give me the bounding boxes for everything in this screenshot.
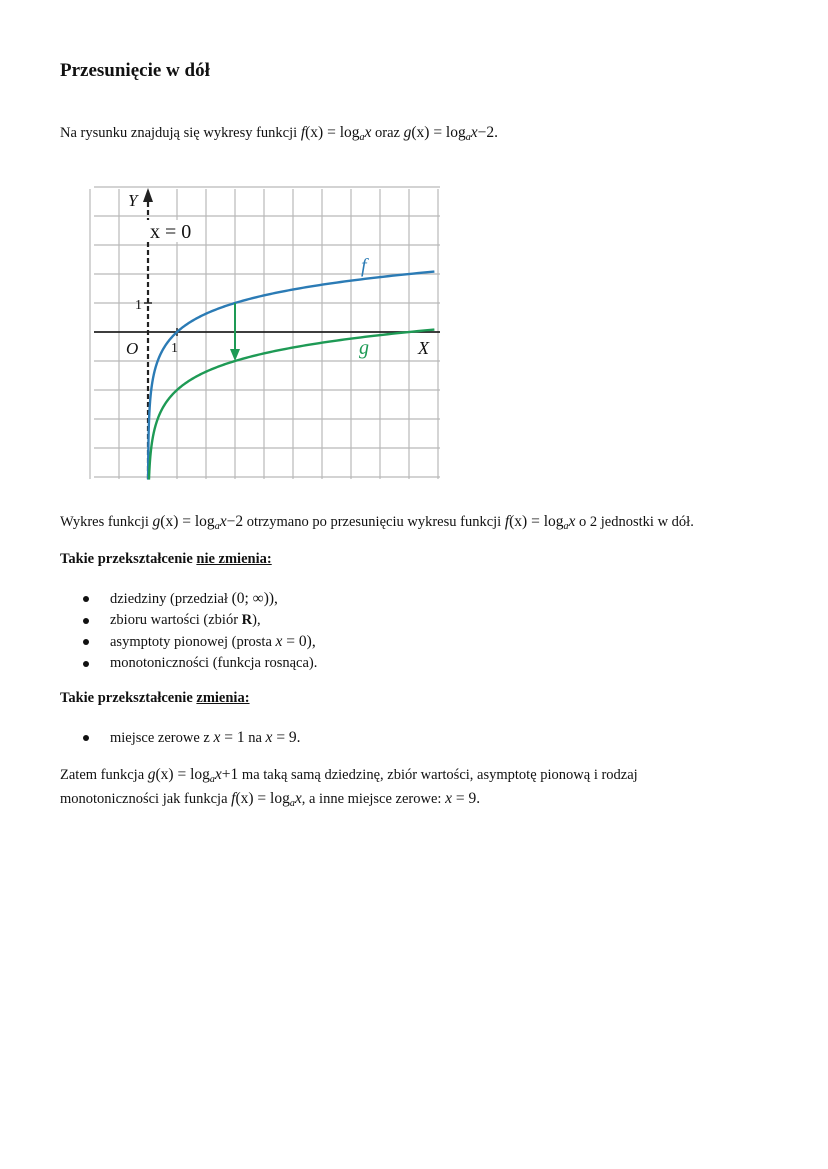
x-axis-label: X: [418, 338, 429, 358]
log-eq: = log: [178, 513, 215, 530]
x-var: x: [568, 513, 576, 530]
item-bold: R: [241, 611, 253, 628]
x-arg: (x): [411, 124, 430, 141]
log-base: a: [563, 521, 569, 532]
item-tail: ),: [252, 611, 261, 628]
x-var: x: [445, 790, 452, 807]
list-item: [83, 610, 317, 632]
g-symbol: g: [152, 513, 161, 530]
g-series-label: g: [359, 337, 369, 359]
heading-underlined: zmienia:: [196, 690, 250, 706]
log-eq: = log: [429, 124, 466, 141]
x-var: x: [470, 124, 478, 141]
y-axis-arrow-icon: [143, 188, 153, 202]
bullet-icon: [83, 639, 89, 645]
asymptote-label: x = 0: [150, 221, 192, 243]
log-eq: = log: [527, 513, 564, 530]
item-math: (0; ∞)),: [231, 590, 278, 607]
minus-two: −2.: [477, 124, 499, 141]
x-arg: (x): [155, 766, 174, 783]
conclusion-text: monotoniczności jak funkcja: [60, 791, 232, 807]
f-symbol: f: [300, 124, 306, 141]
y-tick-label: 1: [135, 298, 142, 313]
heading-unchanged: [60, 551, 272, 568]
bullet-icon: [83, 661, 89, 667]
para-text: Wykres funkcji: [60, 514, 153, 530]
list-item: [83, 588, 317, 610]
x-arg: (x): [509, 513, 528, 530]
log-base: a: [214, 521, 220, 532]
conclusion-text: , a inne miejsce zerowe:: [301, 791, 446, 807]
conclusion-text: Zatem funkcja: [60, 767, 148, 783]
conclusion-line-1: [60, 766, 638, 785]
conclusion-line-2: [60, 790, 480, 809]
heading-prefix: Takie przekształcenie: [60, 690, 197, 706]
heading-changed: [60, 690, 250, 707]
intro-paragraph: [60, 124, 498, 143]
x-var: x: [219, 513, 227, 530]
item-text: monotoniczności (funkcja rosnąca).: [110, 654, 318, 671]
item-math: = 0),: [282, 633, 316, 650]
changed-list: [83, 727, 301, 749]
para-text: o 2 jednostki w dół.: [575, 514, 694, 530]
intro-conj: oraz: [371, 125, 404, 141]
log-function-chart: [86, 184, 440, 480]
curve-g: [149, 330, 434, 480]
x-var: x: [294, 790, 302, 807]
list-item: [83, 727, 301, 749]
grid: [90, 187, 440, 479]
x-arg: (x): [160, 513, 179, 530]
unchanged-list: [83, 588, 317, 674]
heading-underlined: nie zmienia:: [196, 551, 272, 567]
log-base: a: [289, 798, 295, 809]
conclusion-text: ma taką samą dziedzinę, zbiór wartości, asymptotę pionową i rodzaj: [238, 767, 638, 783]
f-symbol: f: [504, 513, 510, 530]
minus-two: −2: [226, 513, 244, 530]
g-symbol: g: [403, 124, 412, 141]
bullet-icon: [83, 735, 89, 741]
y-axis-label: Y: [128, 191, 138, 210]
item-math: = 9.: [451, 790, 481, 807]
para-text: otrzymano po przesunięciu wykresu funkcji: [243, 514, 505, 530]
log-eq: = log: [253, 790, 290, 807]
transformation-paragraph: [60, 513, 694, 532]
list-item: [83, 631, 317, 653]
heading-prefix: Takie przekształcenie: [60, 551, 197, 567]
intro-text: Na rysunku znajdują się wykresy funkcji: [60, 125, 301, 141]
item-var: x: [213, 729, 221, 746]
item-var: x: [275, 633, 283, 650]
bullet-icon: [83, 596, 89, 602]
item-text: na: [244, 730, 266, 746]
log-eq: = log: [173, 766, 210, 783]
log-eq: = log: [323, 124, 360, 141]
x-arg: (x): [235, 790, 254, 807]
x-var: x: [214, 766, 222, 783]
f-symbol: f: [231, 790, 236, 807]
item-math: = 9.: [272, 729, 301, 746]
item-text: miejsce zerowe z: [110, 730, 214, 746]
x-tick-label: 1: [171, 341, 178, 356]
list-item: [83, 653, 317, 675]
log-base: a: [209, 774, 215, 785]
log-base: a: [359, 132, 365, 143]
item-text: dziedziny (przedział: [110, 591, 232, 607]
item-text: asymptoty pionowej (prosta: [110, 634, 276, 650]
x-arg: (x): [305, 124, 324, 141]
x-var: x: [364, 124, 372, 141]
g-symbol: g: [147, 766, 156, 783]
page-title: Przesunięcie w dół: [60, 60, 210, 81]
plus-one: +1: [221, 766, 239, 783]
origin-label: O: [126, 339, 139, 358]
item-math: = 1: [220, 729, 245, 746]
bullet-icon: [83, 618, 89, 624]
item-text: zbioru wartości (zbiór: [110, 611, 242, 628]
f-series-label: f: [361, 255, 367, 277]
log-base: a: [465, 132, 471, 143]
item-var: x: [265, 729, 273, 746]
